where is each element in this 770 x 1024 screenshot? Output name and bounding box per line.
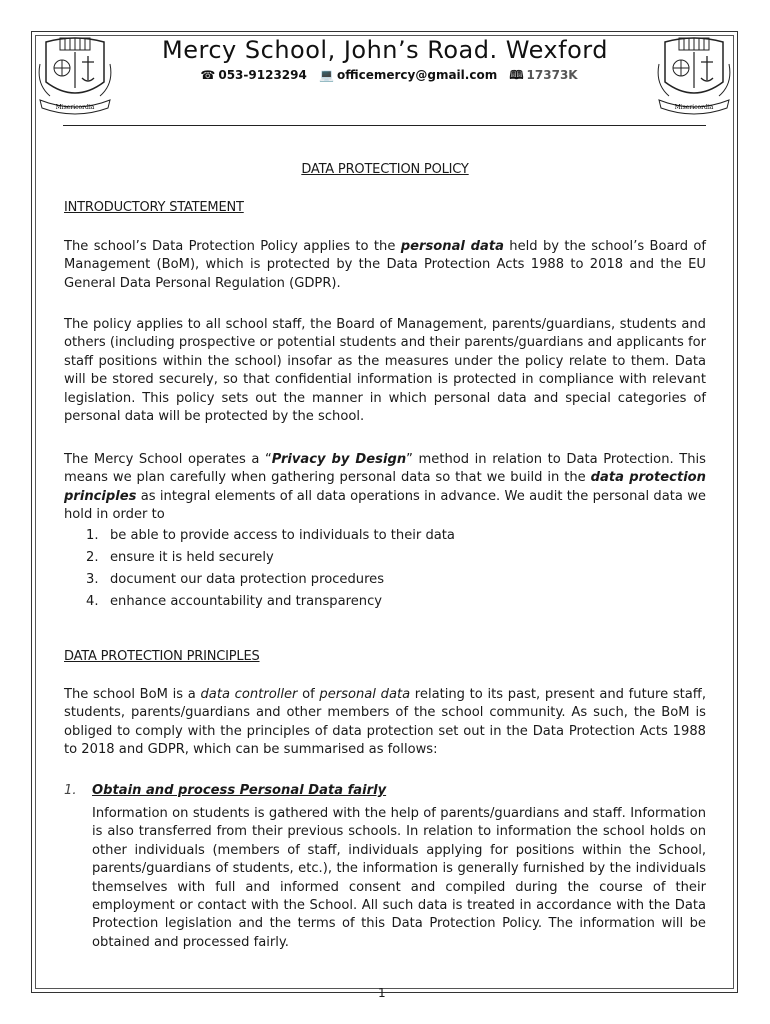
principles-heading: DATA PROTECTION PRINCIPLES — [64, 649, 260, 664]
intro-paragraph-2: The policy applies to all school staff, the Board of Management, parents/guardians, students and others (including prospective or potential students and their parents/guardians and applicants for staff positions within the school) insofar as the measures under the policy relate to them. Data will be stored securely, so that confidential information is protected in compliance with relevant legislation. This policy sets out the manner in which personal data and special categories of personal data will be protected by the school. — [64, 317, 706, 425]
header-divider — [63, 125, 706, 126]
intro-paragraph-3: The Mercy School operates a “Privacy by Design” method in relation to Data Protection. This means we plan carefully when gathering personal data so that we build in the data protection principles as integral elements of all data operations in advance. We audit the personal data we hold in order to — [64, 452, 707, 523]
contact-line — [0, 66, 770, 87]
roll-number: 17373K — [526, 68, 578, 82]
list-item: 1. be able to provide access to individuals to their data — [86, 528, 455, 543]
intro-paragraph-1: The school’s Data Protection Policy applies to the personal data held by the school’s Board of Management (BoM), which is protected by the Data Protection Acts 1988 to 2018 and the EU General Data Personal Regulation (GDPR). — [64, 239, 706, 291]
phone-number: 053-9123294 — [218, 68, 307, 82]
phone-icon: ☎ — [200, 68, 216, 82]
document-title: DATA PROTECTION POLICY — [301, 162, 469, 177]
crest-motto-right: Misericordia — [674, 104, 714, 111]
audit-purpose-list — [86, 528, 455, 616]
list-item: 3. document our data protection procedures — [86, 572, 385, 587]
principle-1-title: 1. Obtain and process Personal Data fairly — [64, 783, 387, 798]
book-icon: 🕮 — [509, 68, 524, 82]
school-name-heading: Mercy School, John’s Road. Wexford — [162, 36, 608, 64]
principles-paragraph: The school BoM is a data controller of personal data relating to its past, present and future staff, students, parents/guardians and other members of the school community. As such, the BoM is obliged to comply with the principles of data protection set out in the Data Protection Acts 1988 to 2018 and GDPR, which can be summarised as follows: — [64, 687, 706, 758]
list-item: 4. enhance accountability and transparency — [86, 594, 383, 609]
intro-heading: INTRODUCTORY STATEMENT — [64, 200, 244, 215]
crest-motto-left: Misericordia — [55, 104, 95, 111]
list-item: 2. ensure it is held securely — [86, 550, 274, 565]
email-address: officemercy@gmail.com — [336, 68, 498, 82]
computer-icon: 💻 — [319, 68, 334, 82]
page-number: 1 — [378, 986, 386, 1000]
principle-1-text: Information on students is gathered with the help of parents/guardians and staff. Information is also transferred from their previous schools. In relation to information the school holds on other individuals (members of staff, individuals applying for positions within the School, parents/guardians of students, etc.), the information is generally furnished by the individuals themselves with full and informed consent and compiled during the course of their employment or contact with the School. All such data is treated in accordance with the Data Protection legislation and the terms of this Data Protection Policy. The information will be obtained and processed fairly. — [92, 806, 706, 950]
